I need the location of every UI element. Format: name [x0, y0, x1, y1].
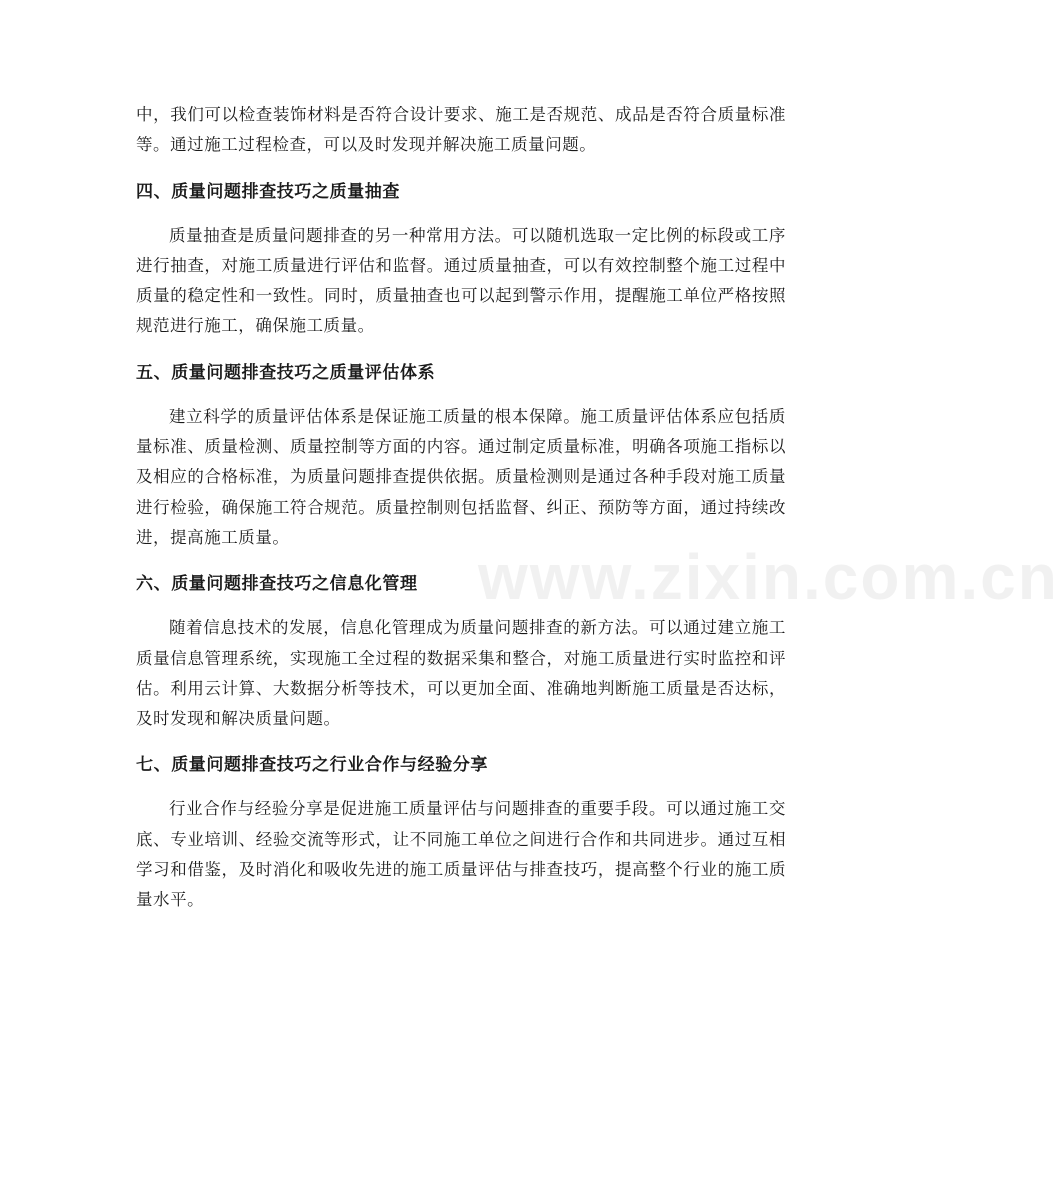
section-heading-4: 四、质量问题排查技巧之质量抽查: [136, 181, 400, 202]
section-body-4: 质量抽查是质量问题排查的另一种常用方法。可以随机选取一定比例的标段或工序进行抽查，对施工质量进行评估和监督。通过质量抽查，可以有效控制整个施工过程中质量的稳定性和一致性。同时，质量抽查也可以起到警示作用，提醒施工单位严格按照规范进行施工，确保施工质量。: [136, 225, 786, 336]
section-heading-7: 七、质量问题排查技巧之行业合作与经验分享: [136, 755, 488, 776]
section-heading-5: 五、质量问题排查技巧之质量评估体系: [136, 362, 436, 383]
intro-paragraph: 中，我们可以检查装饰材料是否符合设计要求、施工是否规范、成品是否符合质量标准等。通过施工过程检查，可以及时发现并解决施工质量问题。: [136, 105, 786, 155]
section-body-6: 随着信息技术的发展，信息化管理成为质量问题排查的新方法。可以通过建立施工质量信息管理系统，实现施工全过程的数据采集和整合，对施工质量进行实时监控和评估。利用云计算、大数据分析等技术，可以更加全面、准确地判断施工质量是否达标，及时发现和解决质量问题。: [136, 618, 786, 729]
watermark: www.zixin.com.cn: [478, 541, 1059, 613]
section-heading-6: 六、质量问题排查技巧之信息化管理: [136, 574, 418, 595]
section-body-5: 建立科学的质量评估体系是保证施工质量的根本保障。施工质量评估体系应包括质量标准、质量检测、质量控制等方面的内容。通过制定质量标准，明确各项施工指标以及相应的合格标准，为质量问题排查提供依据。质量检测则是通过各种手段对施工质量进行检验，确保施工符合规范。质量控制则包括监督、纠正、预防等方面，通过持续改进，提高施工质量。: [136, 406, 786, 547]
section-body-7: 行业合作与经验分享是促进施工质量评估与问题排查的重要手段。可以通过施工交底、专业培训、经验交流等形式，让不同施工单位之间进行合作和共同进步。通过互相学习和借鉴，及时消化和吸收先进的施工质量评估与排查技巧，提高整个行业的施工质量水平。: [136, 799, 786, 910]
document-page: [136, 100, 786, 916]
